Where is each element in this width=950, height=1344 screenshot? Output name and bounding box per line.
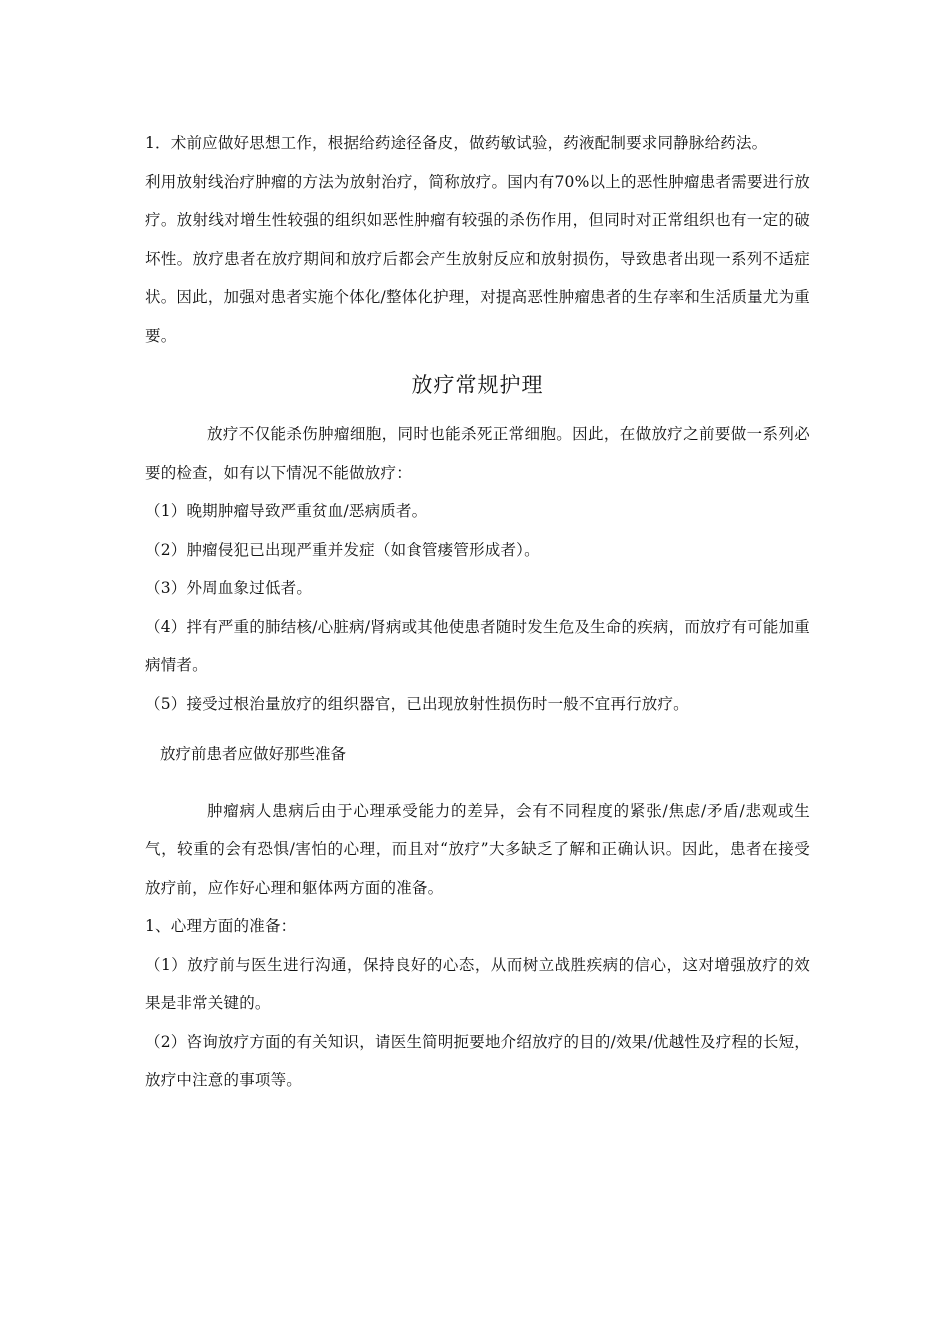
intro-line: 1．术前应做好思想工作，根据给药途径备皮，做药敏试验，药液配制要求同静脉给药法。 <box>145 134 768 152</box>
section-title: 放疗常规护理 <box>411 373 544 397</box>
contraindication-item-4: （4）拌有严重的肺结核/心脏病/肾病或其他使患者随时发生危及生命的疾病，而放疗有可能加重病情者。 <box>145 617 810 674</box>
prep-intro-paragraph: 肿瘤病人患病后由于心理承受能力的差异，会有不同程度的紧张/焦虑/矛盾/悲观或生气，较重的会有恐惧/害怕的心理，而且对“放疗”大多缺乏了解和正确认识。因此，患者在接受放疗前，应作好心理和躯体两方面的准备。 <box>145 801 810 897</box>
section-intro-paragraph: 放疗不仅能杀伤肿瘤细胞，同时也能杀死正常细胞。因此，在做放疗之前要做一系列必要的检查，如有以下情况不能做放疗： <box>145 425 810 482</box>
psych-item-1: （1）放疗前与医生进行沟通，保持良好的心态，从而树立战胜疾病的信心，这对增强放疗的效果是非常关键的。 <box>145 955 810 1012</box>
intro-paragraph: 利用放射线治疗肿瘤的方法为放射治疗，简称放疗。国内有70%以上的恶性肿瘤患者需要进行放疗。放射线对增生性较强的组织如恶性肿瘤有较强的杀伤作用，但同时对正常组织也有一定的破坏性。放疗患者在放疗期间和放疗后都会产生放射反应和放射损伤，导致患者出现一系列不适症状。因此，加强对患者实施个体化/整体化护理，对提高恶性肿瘤患者的生存率和生活质量尤为重要。 <box>145 172 810 345</box>
prep-heading: 放疗前患者应做好那些准备 <box>160 745 347 763</box>
contraindication-item-3: （3）外周血象过低者。 <box>145 579 313 597</box>
contraindication-item-1: （1）晚期肿瘤导致严重贫血/恶病质者。 <box>145 502 428 520</box>
document-body <box>145 124 810 1100</box>
contraindication-item-5: （5）接受过根治量放疗的组织器官，已出现放射性损伤时一般不宜再行放疗。 <box>145 694 689 713</box>
psych-heading: 1、心理方面的准备： <box>145 917 297 935</box>
contraindication-item-2: （2）肿瘤侵犯已出现严重并发症（如食管瘘管形成者）。 <box>145 540 540 559</box>
psych-item-2: （2）咨询放疗方面的有关知识，请医生简明扼要地介绍放疗的目的/效果/优越性及疗程的长短，放疗中注意的事项等。 <box>145 1032 810 1089</box>
